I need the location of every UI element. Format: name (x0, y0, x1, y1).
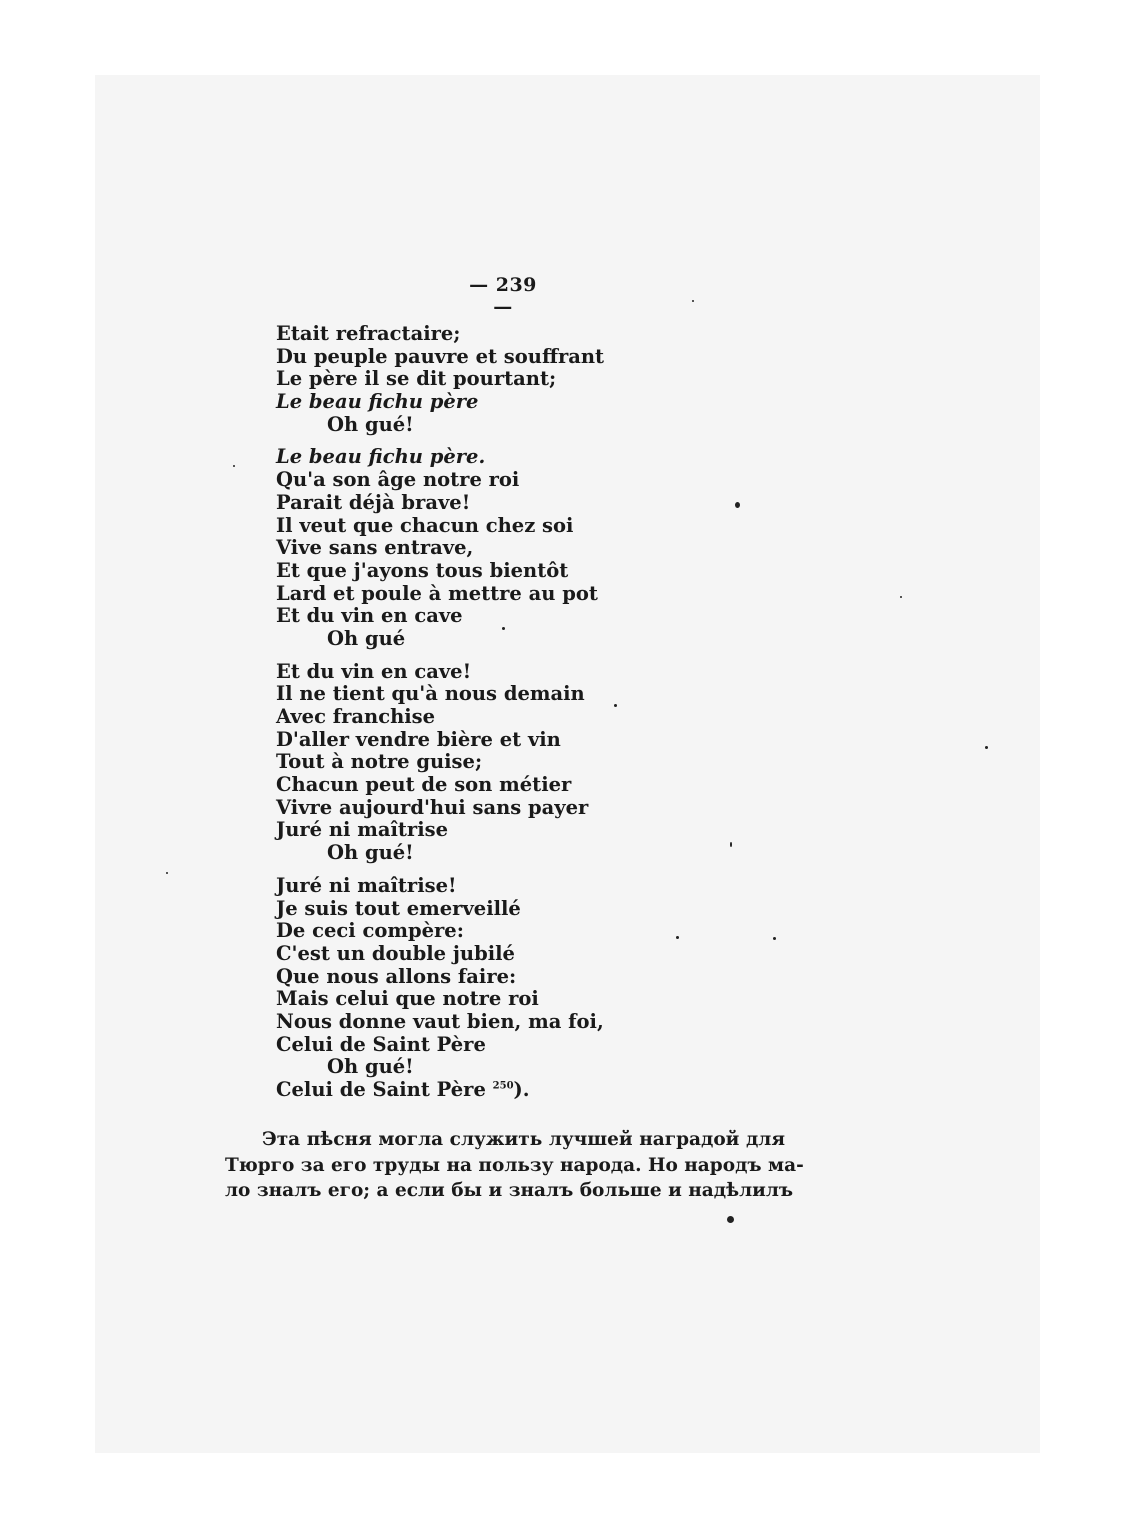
poem-line: Vivre aujourd'hui sans payer (276, 795, 589, 819)
poem-line: D'aller vendre bière et vin (276, 727, 561, 751)
poem-line: Parait déjà brave! (276, 490, 471, 514)
poem-line: Du peuple pauvre et souffrant (276, 344, 605, 368)
poem-line: Il veut que chacun chez soi (276, 513, 574, 537)
scan-speck (692, 300, 694, 302)
poem-line: Le beau fichu père (276, 390, 479, 414)
poem-refrain: Oh gué! (327, 1055, 414, 1079)
poem-stanza (276, 446, 696, 650)
poem-line: Celui de Saint Père (276, 1032, 486, 1056)
scan-speck (900, 596, 902, 598)
poem-refrain: Oh gué (327, 626, 406, 650)
page-number: — 239 — (469, 274, 537, 318)
poem-line: Il ne tient qu'à nous demain (276, 682, 585, 706)
poem-line: Tout à notre guise; (276, 750, 483, 774)
poem-line: Chacun peut de son métier (276, 773, 572, 797)
poem-line: C'est un double jubilé (276, 941, 515, 965)
poem-stanza (276, 875, 696, 1102)
poem-refrain: Oh gué! (327, 841, 414, 865)
poem-refrain: Oh gué! (327, 412, 414, 436)
poem (276, 323, 696, 1102)
poem-line: Que nous allons faire: (276, 964, 517, 988)
poem-line: Le père il se dit pourtant; (276, 367, 557, 391)
scan-speck (502, 627, 505, 630)
poem-line: Je suis tout emerveillé (276, 896, 521, 920)
poem-line: Et du vin en cave (276, 604, 463, 628)
poem-line: Juré ni maîtrise! (276, 873, 457, 897)
poem-line: Et du vin en cave! (276, 659, 472, 683)
scan-speck (730, 842, 732, 847)
poem-line-text: Celui de Saint Père (276, 1078, 486, 1101)
poem-line: Avec franchise (276, 705, 436, 728)
poem-stanza (276, 661, 696, 865)
scan-speck (773, 937, 776, 940)
footnote-reference: 250 (492, 1080, 514, 1092)
scan-speck (727, 1216, 734, 1223)
scan-speck (166, 872, 168, 874)
poem-line (276, 1079, 696, 1102)
poem-line: Mais celui que notre roi (276, 987, 539, 1011)
scan-speck (985, 746, 988, 749)
poem-line: Etait refractaire; (276, 322, 461, 345)
poem-line: Nous donne vaut bien, ma foi, (276, 1009, 604, 1033)
poem-line: Lard et poule à mettre au pot (276, 581, 598, 605)
prose-line: ло зналъ его; а если бы и зналъ больше и надѣлилъ (225, 1180, 794, 1201)
poem-line: Le beau fichu père. (276, 445, 486, 469)
poem-line-closing: ). (513, 1078, 530, 1101)
poem-line: Vive sans entrave, (276, 536, 474, 560)
scan-speck (735, 502, 740, 508)
prose-line: Эта пѣсня могла служить лучшей наградой для (262, 1129, 785, 1150)
poem-line: De ceci compère: (276, 919, 464, 943)
poem-line: Et que j'ayons tous bientôt (276, 558, 569, 582)
scan-speck (676, 936, 679, 939)
prose-line: Тюрго за его труды на пользу народа. Но народъ ма- (225, 1154, 804, 1176)
poem-line: Juré ni maîtrise (276, 818, 448, 842)
scan-speck (614, 704, 617, 707)
poem-stanza (276, 323, 696, 436)
poem-line: Qu'a son âge notre roi (276, 468, 520, 492)
prose-paragraph (225, 1127, 804, 1204)
scan-speck (233, 465, 235, 467)
